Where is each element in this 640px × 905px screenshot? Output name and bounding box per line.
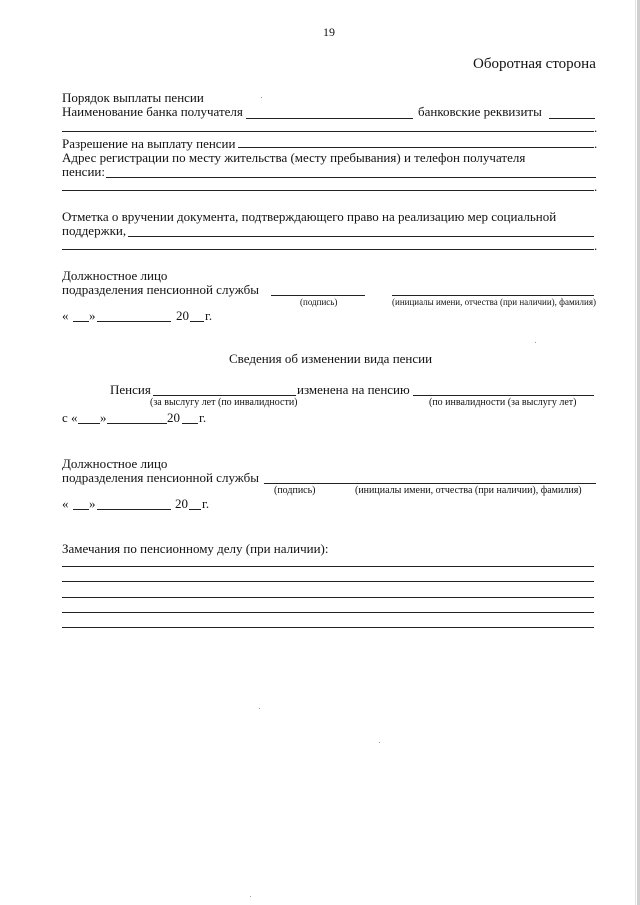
date-year-prefix-2: 20 bbox=[175, 496, 188, 511]
change-from-label: с « bbox=[62, 410, 78, 425]
document-delivery-field-continuation[interactable] bbox=[62, 249, 594, 250]
signature-caption-2: (подпись) bbox=[274, 485, 316, 496]
remarks-line-1[interactable] bbox=[62, 566, 594, 567]
official-name-caption-1: (инициалы имени, отчества (при наличии), фамилия) bbox=[392, 297, 596, 307]
remarks-line-3[interactable] bbox=[62, 597, 594, 598]
scan-speck bbox=[250, 896, 251, 897]
changed-to-label: изменена на пенсию bbox=[297, 382, 410, 397]
pension-service-label-1: подразделения пенсионной службы bbox=[62, 282, 259, 297]
scan-speck bbox=[535, 342, 536, 343]
document-delivery-field[interactable] bbox=[128, 236, 594, 237]
payment-permission-end: . bbox=[594, 136, 598, 151]
official-label-2: Должностное лицо bbox=[62, 456, 168, 471]
pension-change-title: Сведения об изменении вида пенсии bbox=[229, 351, 433, 366]
document-delivery-end: . bbox=[594, 238, 598, 253]
pension-label: Пенсия bbox=[110, 382, 151, 397]
signature-caption-1: (подпись) bbox=[300, 297, 338, 307]
date-year-prefix-1: 20 bbox=[176, 308, 189, 323]
date-day-field-2[interactable] bbox=[73, 509, 89, 510]
change-date-close-quote: » bbox=[100, 410, 107, 425]
date-close-quote-1: » bbox=[89, 308, 96, 323]
date-month-field-1[interactable] bbox=[97, 321, 171, 322]
address-label-line1: Адрес регистрации по месту жительства (месту пребывания) и телефон получателя bbox=[62, 150, 526, 165]
bank-requisites-label: банковские реквизиты bbox=[418, 104, 542, 119]
pension-to-caption: (по инвалидности (за выслугу лет) bbox=[429, 397, 577, 408]
bank-details-line-end: . bbox=[594, 120, 598, 135]
scan-speck bbox=[261, 97, 262, 98]
address-field-end: . bbox=[594, 179, 598, 194]
official-name-field-1[interactable] bbox=[392, 295, 594, 296]
page-number: 19 bbox=[323, 25, 335, 39]
payment-permission-label: Разрешение на выплату пенсии bbox=[62, 136, 236, 151]
date-year-field-2[interactable] bbox=[189, 509, 201, 510]
change-date-year-suffix: г. bbox=[199, 410, 207, 425]
bank-requisites-field[interactable] bbox=[549, 118, 595, 119]
change-date-year-field[interactable] bbox=[182, 423, 198, 424]
remarks-line-2[interactable] bbox=[62, 581, 594, 582]
date-open-quote-1: « bbox=[62, 308, 69, 323]
document-delivery-line1: Отметка о вручении документа, подтверждающего право на реализацию мер социальной bbox=[62, 209, 557, 224]
date-year-suffix-2: г. bbox=[202, 496, 210, 511]
date-year-field-1[interactable] bbox=[190, 321, 204, 322]
scan-speck bbox=[259, 708, 260, 709]
date-month-field-2[interactable] bbox=[97, 509, 171, 510]
change-date-day-field[interactable] bbox=[78, 423, 100, 424]
signature-field-1[interactable] bbox=[271, 295, 365, 296]
signature-official-field-2[interactable] bbox=[264, 483, 596, 484]
date-open-quote-2: « bbox=[62, 496, 69, 511]
payment-permission-field[interactable] bbox=[238, 147, 594, 148]
page-side-label: Оборотная сторона bbox=[473, 56, 596, 72]
pension-type-from-field[interactable] bbox=[153, 395, 296, 396]
change-date-month-field[interactable] bbox=[107, 423, 167, 424]
bank-name-field[interactable] bbox=[246, 118, 413, 119]
pension-type-to-field[interactable] bbox=[413, 395, 594, 396]
bank-name-label: Наименование банка получателя bbox=[62, 104, 243, 119]
remarks-label: Замечания по пенсионному делу (при наличии): bbox=[62, 541, 329, 556]
scan-speck bbox=[379, 742, 380, 743]
date-day-field-1[interactable] bbox=[73, 321, 89, 322]
document-delivery-line2: поддержки, bbox=[62, 223, 127, 238]
address-field-continuation[interactable] bbox=[62, 190, 594, 191]
date-close-quote-2: » bbox=[89, 496, 96, 511]
scan-edge-inner bbox=[635, 0, 636, 905]
address-label-line2: пенсии: bbox=[62, 164, 105, 179]
official-name-caption-2: (инициалы имени, отчества (при наличии), фамилия) bbox=[355, 485, 582, 496]
bank-details-line[interactable] bbox=[62, 131, 594, 132]
pension-from-caption: (за выслугу лет (по инвалидности) bbox=[150, 397, 298, 408]
pension-service-label-2: подразделения пенсионной службы bbox=[62, 470, 259, 485]
official-label-1: Должностное лицо bbox=[62, 268, 168, 283]
date-year-suffix-1: г. bbox=[205, 308, 213, 323]
change-date-year-prefix: 20 bbox=[167, 410, 180, 425]
remarks-line-4[interactable] bbox=[62, 612, 594, 613]
remarks-line-5[interactable] bbox=[62, 627, 594, 628]
address-field[interactable] bbox=[106, 177, 596, 178]
payment-order-heading: Порядок выплаты пенсии bbox=[62, 90, 204, 105]
